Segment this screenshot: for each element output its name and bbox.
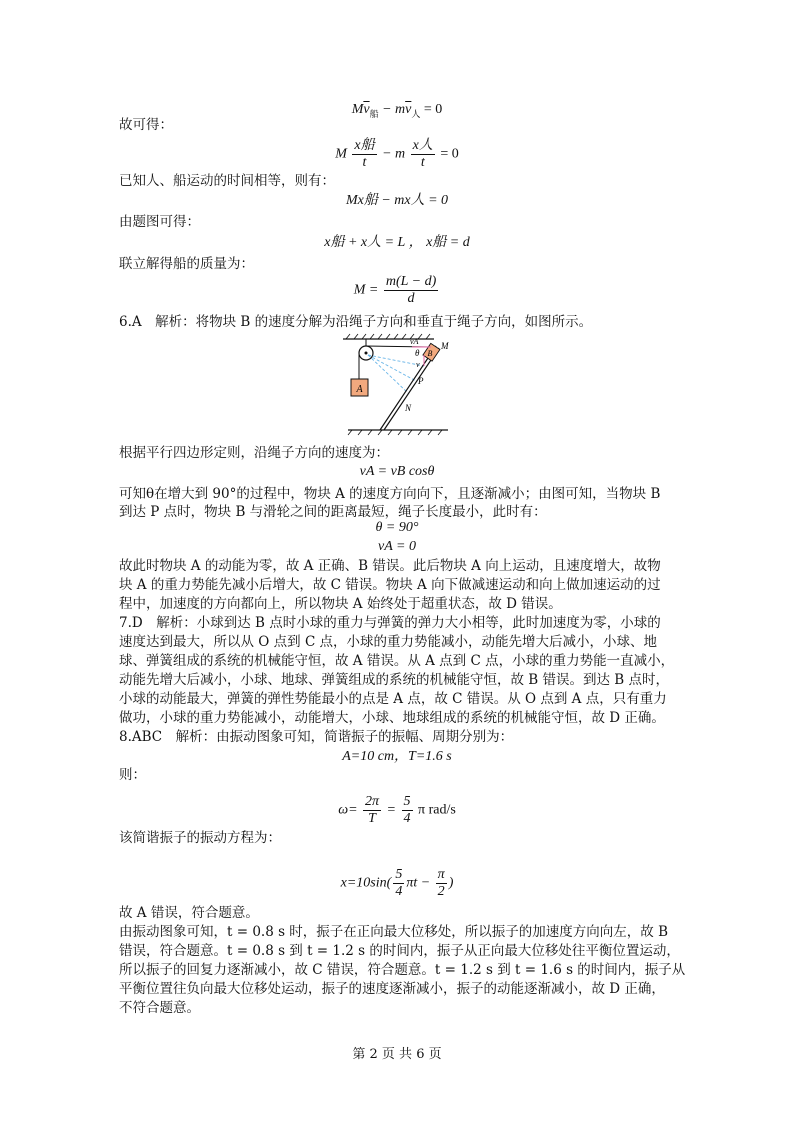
equation-va-zero: vA = 0 <box>378 539 416 554</box>
label-v: v <box>416 360 420 369</box>
question-7-text: 7.D 解析：小球到达 B 点时小球的重力与弹簧的弹力大小相等，此时加速度为零，小球的 <box>119 615 661 631</box>
label-n: N <box>405 403 412 413</box>
text-line: 到达 P 点时，物块 B 与滑轮之间的距离最短，绳子长度最小，此时有： <box>119 504 547 520</box>
question-6-text: 6.A 解析：将物块 B 的速度分解为沿绳子方向和垂直于绳子方向，如图所示。 <box>119 314 593 330</box>
text-line: 程中，加速度的方向都向上，所以物块 A 始终处于超重状态，故 D 错误。 <box>119 596 562 612</box>
text-line: 故 A 错误，符合题意。 <box>119 905 259 921</box>
text-line: 做功，小球的重力势能减小，动能增大，小球、地球组成的系统的机械能守恒，故 D 正确。 <box>119 710 665 726</box>
text-line: 动能先增大后减小，小球、地球、弹簧组成的系统的机械能守恒，故 B 错误。到达 B 点时， <box>119 672 670 688</box>
text-line: 球、弹簧组成的系统的机械能守恒，故 A 错误。从 A 点到 C 点，小球的重力势能一直减小， <box>119 653 675 669</box>
label-va: vA <box>410 337 419 346</box>
equation-geometry: x船 + x人 = L ， x船 = d <box>324 235 470 250</box>
equation-momentum: $M\overline{v}_船 - m\overline{v}_人 = 0$ <box>351 102 443 119</box>
text-line: 块 A 的重力势能先减小后增大，故 C 错误。物块 A 向下做减速运动和向上做加速运动的过 <box>119 577 661 593</box>
ground-hatch <box>348 430 442 435</box>
text-line: 所以振子的回复力逐渐减小，故 C 错误，符合题意。t = 1.2 s 到 t = 1.6 s 的时间内，振子从 <box>119 962 686 978</box>
text-line: 联立解得船的质量为： <box>119 256 254 272</box>
equation-ship-mass: M = $\frac{m(L - d)}{d}$ <box>353 274 437 306</box>
equation-velocity-decomposition: vA = vB cosθ <box>359 464 435 479</box>
page-footer: 第 2 页 共 6 页 <box>352 1047 442 1062</box>
equation-angular-frequency: ω= $\frac{2\pi}{T}$ = $\frac{5}{4}$ π rad/s <box>338 794 456 826</box>
text-line: 平衡位置往负向最大位移处运动，振子的速度逐渐减小，振子的动能逐渐减小，故 D 正确， <box>119 981 665 997</box>
text-line: 速度达到最大，所以从 O 点到 C 点，小球的重力势能减小，动能先增大后减小，小球、地 <box>119 634 658 650</box>
text-line: 错误，符合题意。t = 0.8 s 到 t = 1.2 s 的时间内，振子从正向最大位移处往平衡位置运动， <box>119 943 680 959</box>
label-p: P <box>418 376 424 386</box>
equation-displacement-ratio: M $\frac{\text{x船}}{t}$ − m $\frac{\text{x人}}{t}$ = 0 <box>335 138 459 170</box>
text-line: 故可得： <box>119 117 173 133</box>
text-line: 小球的动能最大，弹簧的弹性势能最小的点是 A 点，故 C 错误。从 O 点到 A 点，只有重力 <box>119 691 667 707</box>
label-m: M <box>441 341 449 351</box>
text-line: 不符合题意。 <box>119 1000 200 1016</box>
text-line: 故此时物块 A 的动能为零，故 A 正确、B 错误。此后物块 A 向上运动，且速度增大，故物 <box>119 558 661 574</box>
question-8-text: 8.ABC 解析：由振动图象可知，简谐振子的振幅、周期分别为： <box>119 729 514 745</box>
text-line: 由振动图象可知，t = 0.8 s 时，振子在正向最大位移处，所以振子的加速度方向向左，故 B <box>119 924 669 940</box>
text-line: 则： <box>119 767 146 783</box>
label-b: B <box>427 349 433 358</box>
equation-theta: θ = 90° <box>375 520 419 535</box>
text-line: 已知人、船运动的时间相等，则有： <box>119 173 335 189</box>
text-line: 根据平行四边形定则，沿绳子方向的速度为： <box>119 445 389 461</box>
text-line: 可知θ在增大到 90°的过程中，物块 A 的速度方向向下，且逐渐减小；由图可知，当物块 B <box>119 486 661 502</box>
pulley-slope-figure <box>338 333 458 437</box>
equation-mass-displacement: Mx船 − mx人 = 0 <box>345 193 449 208</box>
equation-amplitude-period: A=10 cm，T=1.6 s <box>342 749 452 764</box>
label-theta: θ <box>415 348 420 358</box>
text-line: 由题图可得： <box>119 214 200 230</box>
label-a: A <box>356 384 363 395</box>
equation-vibration: x=10sin( $\frac{5}{4}$ πt − $\frac{\pi}{2}$ ) <box>340 867 454 899</box>
text-line: 该简谐振子的振动方程为： <box>119 830 281 846</box>
